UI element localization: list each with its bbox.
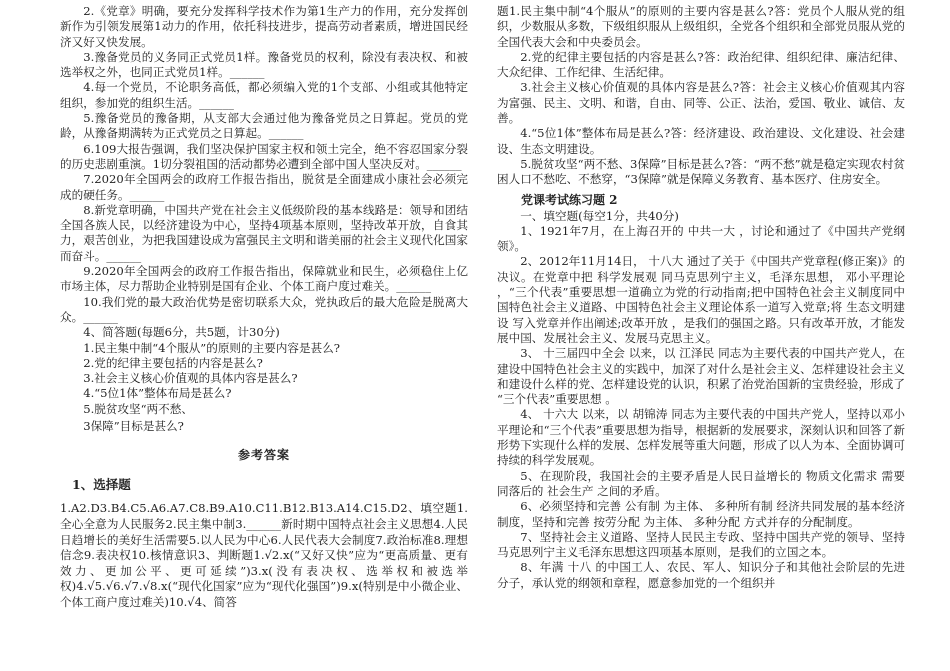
short-answer-header: 4、简答题(每题6分，共5题，计30分) xyxy=(83,325,280,340)
fill-blank-items xyxy=(497,224,905,591)
short-answer-question: 1.民主集中制“4个服从”的原则的主要内容是甚么? xyxy=(83,340,340,355)
judgement-item: 3.豫备党员的义务同正式党员1样。豫备党员的权利，除没有表决权、和被选举权之外，也同正式党员1样。______ xyxy=(60,49,468,80)
fill-blank-item: 3、 十三届四中全会 以来，以 江泽民 同志为主要代表的中国共产党人，在建设中国特色社会主义的实践中，加深了对什么是社会主义、怎样建设社会主义和建设什么样的党、怎样建设党的认识，积累了治党治国新的宝贵经验，形成了 “三个代表”重要思想 。 xyxy=(497,346,905,407)
short-answer-question: 4.“5位1体”整体布局是甚么? xyxy=(83,386,232,401)
left-column xyxy=(60,4,468,610)
fill-blank-item: 1、1921年7月，在上海召开的 中共一大 ，讨论和通过了《中国共产党纲领》。 xyxy=(497,223,905,254)
answer-block: 1.A2.D3.B4.C5.A6.A7.C8.B9.A10.C11.B12.B13.A14.C15.D2、填空题1.全心全意为人民服务2.民主集中制3.______新时期中国特点社会主义思想4.人民日趋增长的美好生活需要5.以人民为中心6.人民代表大会制度7.政治标准8.理想信念9.表决权10.核情意识3、判断题1.√2.x(“又好又快”应为“更高质量、更有效力、更加公平、更可延续”)3.x(没有表决权、选举权和被选举权)4.√5.√6.√7.√8.x(“现代化国家”应为“现代化强国”)9.x(特别是中小微企业、个体工商户度过难关)10.√4、简答 xyxy=(60,501,468,609)
judgement-item: 5.豫备党员的豫备期，从支部大会通过他为豫备党员之日算起。党员的党龄，从豫备期满转为正式党员之日算起。______ xyxy=(60,111,468,141)
short-answer-question: 2.党的纪律主要包括的内容是甚么? xyxy=(83,355,263,370)
short-answer-question-tail: 3保障”目标是甚么? xyxy=(83,419,184,434)
short-answer-answers xyxy=(497,4,905,188)
judgement-item: 7.2020年全国两会的政府工作报告指出，脱贫是全面建成小康社会必须完成的硬任务。______ xyxy=(60,172,468,202)
short-answer-answer: 题1.民主集中制“4个服从”的原则的主要内容是甚么?答：党员个人服从党的组织，少数服从多数，下级组织服从上级组织，全党各个组织和全部党员服从党的全国代表大会和中央委员会。 xyxy=(497,4,905,49)
reference-answer-title: 参考答案 xyxy=(237,448,290,463)
judgement-item: 9.2020年全国两会的政府工作报告指出，保障就业和民生，必须稳住上亿市场主体，尽力帮助企业特别是国有企业、个体工商户度过难关。______ xyxy=(60,264,468,294)
short-answer-answer: 4.“5位1体”整体布局是甚么?答：经济建设、政治建设、文化建设、社会建设、生态文明建设。 xyxy=(497,126,905,156)
short-answer-question: 5.脱贫攻坚“两不愁、 xyxy=(83,401,193,416)
judgement-item: 6.109大报告强调，我们坚决保护国家主权和领土完全，绝不容忍国家分裂的历史悲剧重演。1切分裂祖国的活动都势必遭到全部中国人坚决反对。______ xyxy=(60,141,468,171)
fill-blank-item: 4、 十六大 以来，以 胡锦涛 同志为主要代表的中国共产党人，坚持以邓小平理论和“三个代表”重要思想为指导，根据新的发展要求，深刻认识和回答了新形势下实现什么样的发展、怎样发展等重大问题，形成了以人为本、全面协调可持续的科学发展观。 xyxy=(497,407,905,468)
fill-blank-item: 8、年满 十八 的中国工人、农民、军人、知识分子和其他社会阶层的先进分子，承认党的纲领和章程，愿意参加党的一个组织并 xyxy=(497,560,905,590)
fill-blank-header: 一、填空题(每空1分，共40分) xyxy=(520,208,679,223)
exam-2-title: 党课考试练习题 2 xyxy=(521,192,618,207)
short-answer-answer: 2.党的纪律主要包括的内容是甚么?答：政治纪律、组织纪律、廉洁纪律、大众纪律、工作纪律、生活纪律。 xyxy=(497,49,905,80)
fill-blank-item: 6、必须坚持和完善 公有制 为主体、 多种所有制 经济共同发展的基本经济制度，坚持和完善 按劳分配 为主体、 多种分配 方式并存的分配制度。 xyxy=(497,499,905,529)
judgement-item: 2.《党章》明确，要充分发挥科学技术作为第1生产力的作用，充分发挥创新作为引领发展第1动力的作用，依托科技进步，提高劳动者素质，增进国民经济又好又快发展。 xyxy=(60,4,468,49)
judgement-item: 8.新党章明确，中国共产党在社会主义低级阶段的基本线路是：领导和团结全国各族人民，以经济建设为中心，坚持4项基本原则，坚持改革开放，自食其力，艰苦创业，为把我国建设成为富强民主文明和谐美丽的社会主义现代化国家而奋斗。______ xyxy=(60,202,468,263)
right-column xyxy=(497,4,905,591)
fill-blank-item: 5、在现阶段，我国社会的主要矛盾是人民日益增长的 物质文化需求 需要同落后的 社会生产 之间的矛盾。 xyxy=(497,468,905,498)
short-answer-questions xyxy=(60,341,468,417)
short-answer-answer: 5.脱贫攻坚“两不愁、3保障”目标是甚么?答：“两不愁”就是稳定实现农村贫困人口不愁吃、不愁穿，“3保障”就是保障义务教育、基本医疗、住房安全。 xyxy=(497,156,905,187)
judgement-item: 10.我们党的最大政治优势是密切联系大众，党执政后的最大危险是脱离大众。______ xyxy=(60,294,468,324)
fill-blank-item: 2、2012年11月14日， 十八大 通过了关于《中国共产党章程(修正案)》的决议。在党章中把 科学发展观 同马克思列宁主义，毛泽东思想， 邓小平理论 ，“三个代表”重要思想一道确立为党的行动指南;把中国特色社会主义制度同中国特色社会主义道路、中国特色社会主义理论体系一道写入党章;将 生态文明建设 写入党章并作出阐述;改革开放 ，是我们的强国之路。只有改革开放，才能发展中国、发展社会主义、发展马克思主义。 xyxy=(497,254,905,345)
judgement-items xyxy=(60,4,468,325)
short-answer-question: 3.社会主义核心价值观的具体内容是甚么? xyxy=(83,371,298,386)
section-choice-title: 1、选择题 xyxy=(72,477,131,493)
fill-blank-item: 7、坚持社会主义道路、坚持人民民主专政、坚持中国共产党的领导、坚持马克思列宁主义毛泽东思想这四项基本原则，是我们的立国之本。 xyxy=(497,529,905,560)
judgement-item: 4.每一个党员，不论职务高低，都必须编入党的1个支部、小组或其他特定组织，参加党的组织生活。______ xyxy=(60,80,468,110)
short-answer-answer: 3.社会主义核心价值观的具体内容是甚么?答：社会主义核心价值观其内容为富强、民主、文明、和谐，自由、同等、公正、法治，爱国、敬业、诚信、友善。 xyxy=(497,80,905,126)
